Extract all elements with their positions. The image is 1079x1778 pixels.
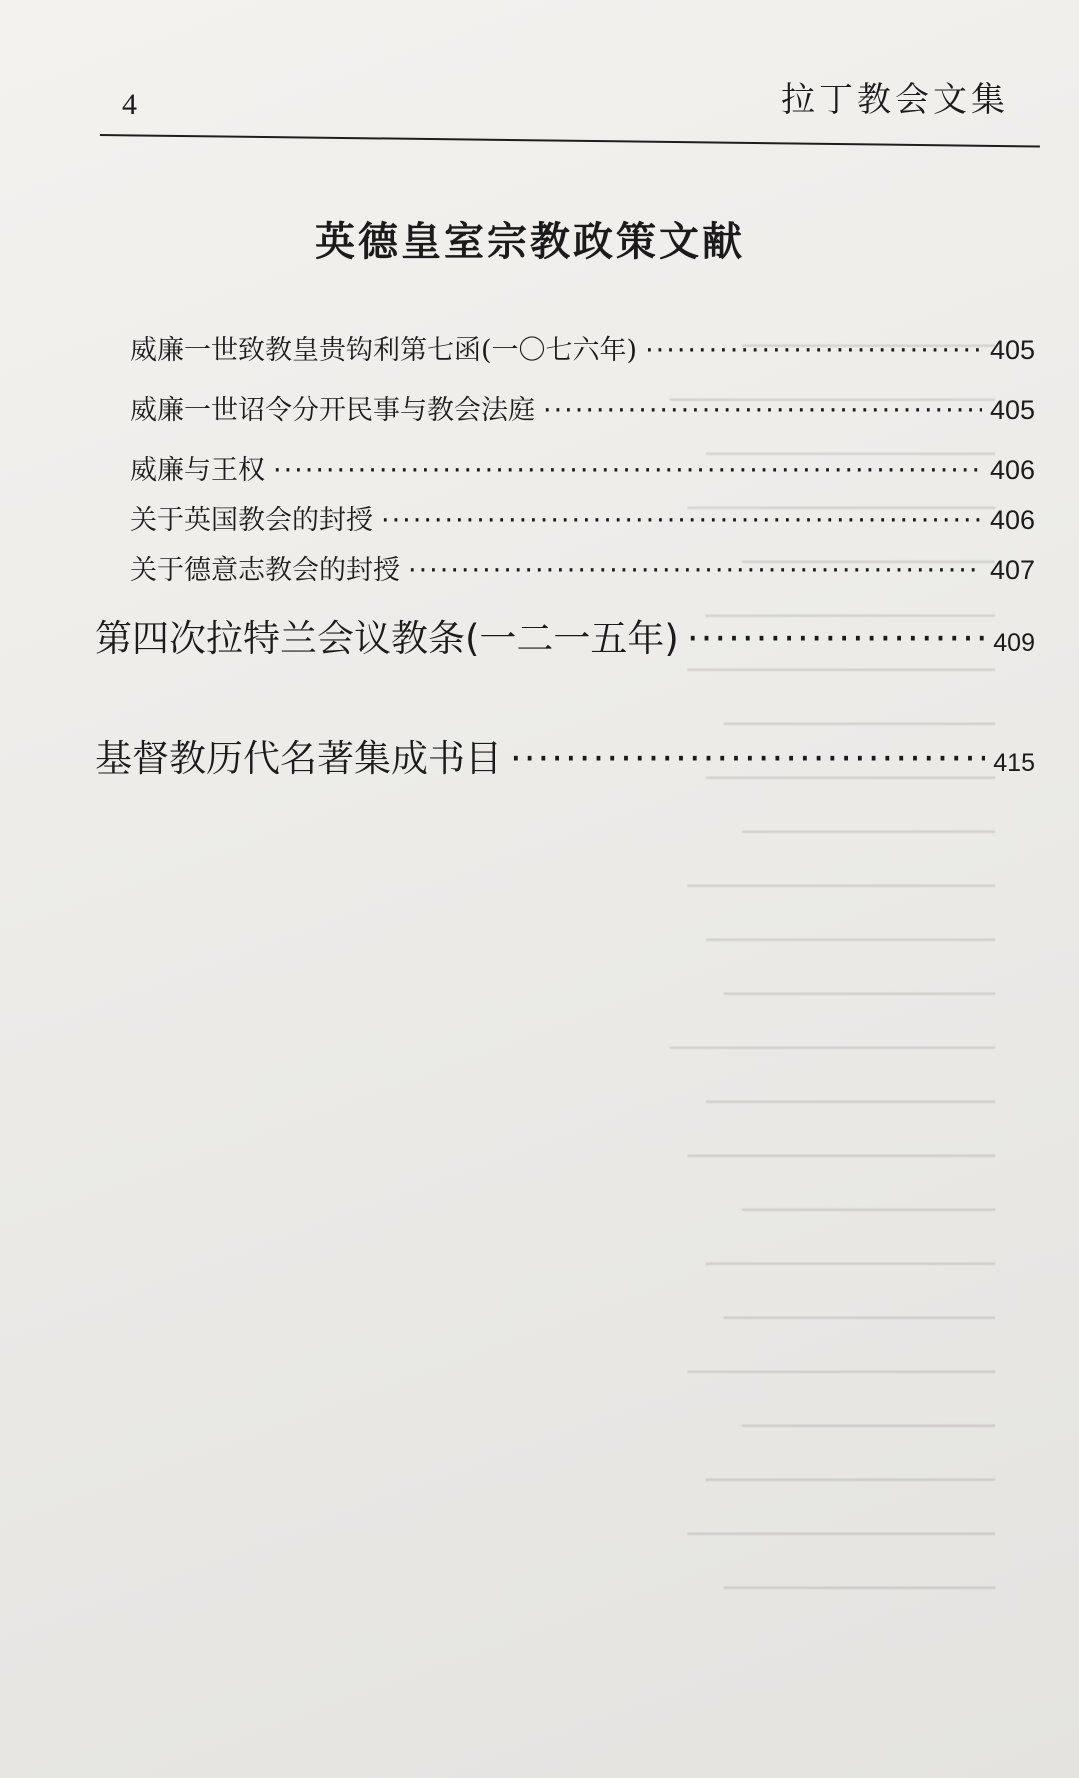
show-through-text: ────────────── ────────────────── ──────────────── ───────────────── ────────────── ──────────────── ───────────────── ─────────────── ──────────────── ────────────── ───────────────── ──────────────── ─────────────── ────────────────── ──────────────── ───────────────── ────────────── ──────────────── ─────────────── ───────────────── ────────────── ──────────────── ───────────────── ─────────────── <box>669 329 995 1606</box>
toc-entry-title: 关于英国教会的封授 <box>130 505 373 536</box>
toc-entry-page: 405 <box>989 335 1035 365</box>
dot-leader <box>273 455 982 486</box>
dot-leader <box>381 505 982 536</box>
toc-entry[interactable] <box>130 388 1035 427</box>
toc-entry-title: 威廉一世诏令分开民事与教会法庭 <box>130 395 535 426</box>
toc-entry[interactable] <box>130 448 1035 487</box>
toc-entry-title: 关于德意志教会的封授 <box>130 555 400 586</box>
toc-entry-title: 基督教历代名著集成书目 <box>95 737 502 780</box>
dot-leader <box>408 555 982 586</box>
toc-major-entry[interactable] <box>95 608 1035 662</box>
page-number: 4 <box>122 88 137 121</box>
section-heading: 英德皇室宗教政策文献 <box>315 219 745 265</box>
dot-leader <box>645 335 982 366</box>
toc-entry-page: 405 <box>989 395 1035 425</box>
toc-entry-page: 406 <box>989 505 1035 535</box>
dot-leader <box>687 617 985 660</box>
toc-entry[interactable] <box>130 548 1035 587</box>
toc-entry-page: 415 <box>993 749 1035 777</box>
toc-major-entry[interactable] <box>95 728 1035 782</box>
dot-leader <box>543 395 982 426</box>
toc-entry-page: 407 <box>989 555 1035 585</box>
toc-entry-page: 406 <box>989 455 1035 485</box>
toc-entry-title: 第四次拉特兰会议教条(一二一五年) <box>95 617 679 660</box>
toc-entry[interactable] <box>130 328 1035 367</box>
toc-entry-title: 威廉一世致教皇贵钩利第七函(一〇七六年) <box>130 335 638 366</box>
toc-entry[interactable] <box>130 498 1035 537</box>
dot-leader <box>510 737 985 780</box>
toc-entry-title: 威廉与王权 <box>130 455 265 486</box>
toc-entry-page: 409 <box>993 629 1035 657</box>
running-header-title: 拉丁教会文集 <box>781 80 1009 120</box>
